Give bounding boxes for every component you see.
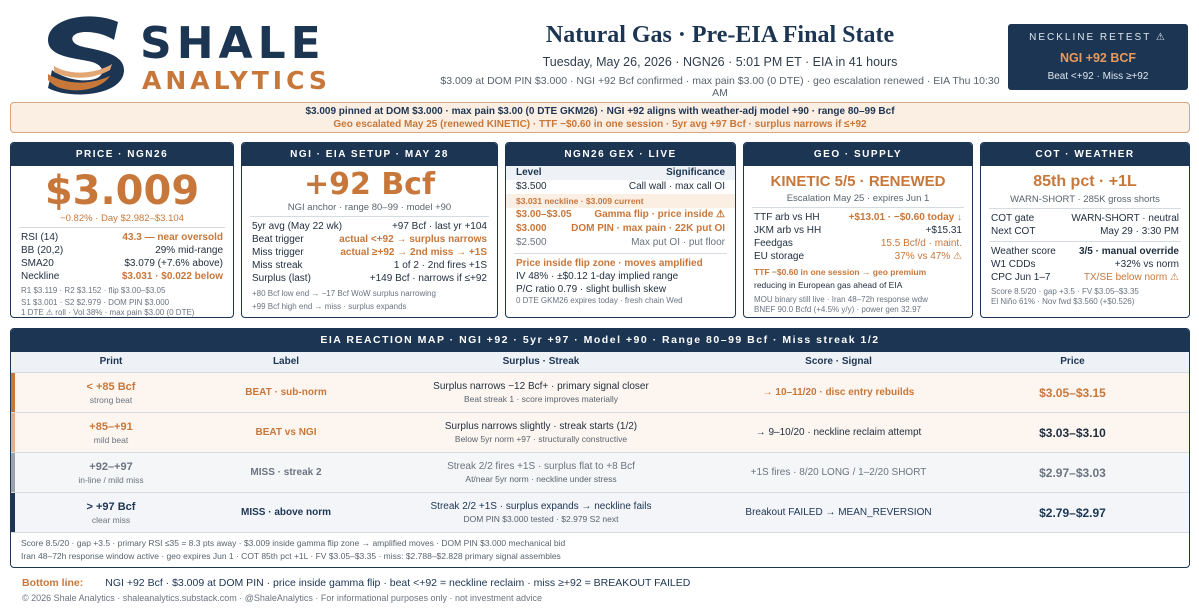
price-card-header: PRICE · NGN26	[11, 143, 233, 166]
price-cell: $3.05–$3.15	[1039, 385, 1106, 400]
reaction-notes	[11, 532, 1189, 563]
gex-pc-text: P/C ratio 0.79 · slight bullish skew	[516, 284, 667, 295]
gex-significance: Max put OI · put floor	[631, 237, 725, 248]
row-label: CPC Jun 1–7	[991, 272, 1051, 283]
ngi-row	[242, 259, 497, 272]
ngi-card	[241, 142, 498, 318]
surplus-text: Streak 2/2 fires +1S · surplus flat to +8 Bcf	[447, 461, 635, 472]
table-row	[11, 412, 1189, 452]
gex-iv	[506, 270, 735, 283]
divider	[989, 208, 1181, 209]
cot-value: 85th pct · +1L	[1033, 173, 1137, 190]
neckline-retest-box	[1008, 24, 1188, 90]
geo-alert-text: TTF −$0.60 in one session → geo premium	[754, 267, 927, 277]
logo-word-analytics: ANALYTICS	[142, 66, 331, 95]
ngi-row	[242, 220, 497, 233]
label-cell: MISS · above norm	[240, 507, 331, 518]
row-value: +$13.01 · −$0.60 today ↓	[848, 212, 962, 223]
geo-alert	[744, 266, 972, 279]
divider	[19, 227, 225, 228]
print-value: +85–+91	[89, 420, 133, 433]
surplus-cell	[361, 421, 721, 444]
gex-card-header: NGN26 GEX · LIVE	[506, 143, 735, 166]
surplus-sub: Below 5yr norm +97 · structurally constructive	[454, 434, 628, 444]
row-value: +97 Bcf · last yr +104	[391, 221, 487, 232]
row-label: Surplus (last)	[252, 273, 311, 284]
row-label: SMA20	[21, 258, 54, 269]
price-cell: $2.97–$3.03	[1039, 465, 1106, 480]
surplus-cell	[361, 501, 721, 524]
gex-alert-text: Price inside flip zone · moves amplified	[516, 258, 703, 269]
label-cell: BEAT · sub-norm	[245, 387, 327, 398]
ngi-sub: NGI anchor · range 80–99 · model +90	[287, 202, 452, 213]
row-value: 37% vs 47% ⚠	[894, 251, 962, 262]
logo-s-mark-icon	[40, 14, 132, 96]
row-value: actual <+92 → surplus narrows	[339, 234, 487, 245]
gex-card	[505, 142, 736, 318]
row-marker	[11, 373, 15, 412]
gex-row-current	[506, 194, 735, 208]
price-row	[11, 244, 233, 257]
geo-footer-1: MOU binary still live · Iran 48–72h response wdw	[754, 295, 928, 304]
surplus-sub: DOM PIN $3.000 tested · $2.979 S2 next	[463, 514, 619, 524]
current-price: $3.009	[44, 168, 200, 214]
surplus-sub: Beat streak 1 · score improves materially	[464, 394, 618, 404]
row-value: 15.5 Bcf/d · maint.	[880, 238, 962, 249]
col-print: Print	[99, 356, 123, 367]
gex-significance: Call wall · max call OI	[628, 181, 725, 192]
ngi-row	[242, 233, 497, 246]
price-row	[11, 231, 233, 244]
row-marker	[11, 493, 15, 532]
shale-analytics-logo	[40, 14, 350, 96]
surplus-cell	[361, 381, 721, 404]
row-value: 1 of 2 · 2nd fires +1S	[393, 260, 487, 271]
page-subtitle: Tuesday, May 26, 2026 · NGN26 · 5:01 PM ET · EIA in 41 hours	[542, 55, 898, 69]
row-value: 43.3 — near oversold	[122, 232, 223, 243]
gex-row	[506, 180, 735, 194]
geo-card	[743, 142, 973, 318]
geo-footer-2: BNEF 90.0 Bcfd (+4.5% y/y) · power gen 32.97	[754, 305, 921, 314]
row-value: $3.079 (+7.6% above)	[124, 258, 223, 269]
print-sub: in-line / mild miss	[78, 474, 144, 485]
reaction-table-header	[11, 352, 1189, 372]
cot-footer-1: Score 8.5/20 · gap +3.5 · FV $3.05–$3.35	[991, 287, 1139, 296]
row-value: 29% mid-range	[155, 245, 223, 256]
price-card	[10, 142, 234, 318]
title-block	[440, 22, 1000, 99]
row-value: actual ≥+92 → 2nd miss → +1S	[340, 247, 487, 258]
divider	[250, 216, 489, 217]
row-label: Next COT	[991, 226, 1036, 237]
gex-level: $3.00–$3.05	[516, 209, 572, 220]
cot-row	[981, 271, 1189, 284]
gex-row	[506, 222, 735, 236]
price-row	[11, 257, 233, 270]
col-label: Label	[272, 356, 300, 367]
ngi-row	[242, 246, 497, 259]
surplus-text: Surplus narrows −12 Bcf+ · primary signal closer	[433, 381, 649, 392]
label-cell: BEAT vs NGI	[255, 427, 317, 438]
eia-reaction-map	[10, 328, 1190, 568]
reaction-note-2: Iran 48–72h response window active · geo expires Jun 1 · COT 85th pct +1L · FV $3.05–$3.35 · miss: $2.788–$2.828 primary signal assembles	[21, 551, 561, 561]
geo-row	[744, 224, 972, 237]
cot-row	[981, 245, 1189, 258]
col-surplus: Surplus · Streak	[502, 356, 580, 367]
gex-row	[506, 236, 735, 250]
divider	[989, 241, 1181, 242]
gex-iv-text: IV 48% · ±$0.12 1-day implied range	[516, 271, 679, 282]
price-cell: $3.03–$3.10	[1039, 425, 1106, 440]
print-sub: strong beat	[89, 394, 133, 405]
table-row	[11, 372, 1189, 412]
row-label: Miss trigger	[252, 247, 304, 258]
print-value: +92–+97	[89, 460, 133, 473]
banner-line-2: Geo escalated May 25 (renewed KINETIC) · TTF −$0.60 in one session · 5yr avg +97 Bcf · surplus narrows if ≤+92	[333, 119, 867, 130]
gex-footer: 0 DTE GKM26 expires today · fresh chain Wed	[516, 296, 683, 305]
geo-row	[744, 211, 972, 224]
gex-significance: Gamma flip · price inside ⚠	[594, 209, 725, 220]
print-cell	[11, 501, 211, 525]
banner-line-1: $3.009 pinned at DOM $3.000 · max pain $3.00 (0 DTE GKM26) · NGI +92 aligns with weather-adj model +90 · range 80–99 Bcf	[305, 106, 895, 117]
row-label: TTF arb vs HH	[754, 212, 820, 223]
ngi-card-header: NGI · EIA SETUP · MAY 28	[242, 143, 497, 166]
price-cell: $2.79–$2.97	[1039, 505, 1106, 520]
signal-cell: Breakout FAILED → MEAN_REVERSION	[745, 507, 932, 518]
row-value: May 29 · 3:30 PM	[1100, 226, 1179, 237]
row-marker	[11, 453, 15, 492]
row-label: Weather score	[991, 246, 1056, 257]
geo-row	[744, 237, 972, 250]
divider	[514, 253, 727, 254]
bottom-line-label: Bottom line:	[22, 577, 84, 589]
gex-alert	[506, 257, 735, 270]
retest-value: NGI +92 BCF	[1059, 51, 1137, 65]
geo-status: KINETIC 5/5 · RENEWED	[770, 173, 946, 190]
price-footer: 1 DTE ⚠ roll · Vol 38% · max pain $3.00 (0 DTE)	[21, 308, 195, 317]
summary-banner	[10, 102, 1190, 133]
surplus-sub: At/near 5yr norm · neckline under stress	[465, 474, 617, 484]
print-sub: clear miss	[91, 514, 131, 525]
print-value: > +97 Bcf	[86, 500, 136, 513]
row-label: Feedgas	[754, 238, 793, 249]
surplus-cell	[361, 461, 721, 484]
retest-title: NECKLINE RETEST ⚠	[1029, 32, 1167, 43]
row-label: BB (20,2)	[21, 245, 64, 256]
row-value: 3/5 · manual override	[1078, 246, 1179, 257]
cot-card-header: COT · WEATHER	[981, 143, 1189, 166]
cot-footer-2: El Niño 61% · Nov fwd $3.560 (+$0.526)	[991, 297, 1135, 306]
row-label: Miss streak	[252, 260, 303, 271]
cot-card	[980, 142, 1190, 318]
cot-row	[981, 225, 1189, 238]
row-label: RSI (14)	[21, 232, 59, 243]
page-title: Natural Gas · Pre-EIA Final State	[545, 22, 895, 48]
price-change: −0.82% · Day $2.982–$3.104	[60, 213, 184, 224]
row-value: $3.031 · $0.022 below	[121, 271, 223, 282]
logo-word-shale: SHALE	[140, 18, 326, 69]
row-label: EU storage	[754, 251, 805, 262]
row-value: +149 Bcf · narrows if ≤+92	[369, 273, 487, 284]
table-row	[11, 452, 1189, 492]
table-row	[11, 492, 1189, 532]
row-label: Beat trigger	[252, 234, 304, 245]
row-label: W1 CDDs	[991, 259, 1036, 270]
reaction-map-header: EIA REACTION MAP · NGI +92 · 5yr +97 · Model +90 · Range 80–99 Bcf · Miss streak 1/2	[11, 329, 1189, 352]
ngi-row	[242, 272, 497, 285]
row-label: 5yr avg (May 22 wk)	[252, 221, 343, 232]
geo-note-text: reducing in European gas ahead of EIA	[754, 280, 903, 290]
ngi-value: +92 Bcf	[303, 167, 436, 202]
bottom-line	[22, 577, 690, 589]
gex-level: $3.031 neckline · $3.009 current	[516, 196, 644, 206]
row-marker	[11, 413, 15, 452]
cot-row	[981, 258, 1189, 271]
retest-note: Beat <+92 · Miss ≥+92	[1047, 71, 1149, 82]
gex-level: $3.000	[516, 223, 547, 234]
col-significance: Significance	[666, 167, 725, 178]
signal-cell: → 9–10/20 · neckline reclaim attempt	[755, 427, 922, 438]
row-value: TX/SE below norm ⚠	[1083, 272, 1179, 283]
gex-level: $3.500	[516, 181, 547, 192]
reaction-note-1: Score 8.5/20 · gap +3.5 · primary RSI ≤35 = 8.3 pts away · $3.009 inside gamma flip zone → amplified moves · DOM PIN $3.000 mechanical bid	[21, 538, 566, 548]
gex-row	[506, 208, 735, 222]
print-sub: mild beat	[93, 434, 129, 445]
col-price: Price	[1060, 356, 1085, 367]
geo-note	[744, 279, 972, 292]
gex-significance: DOM PIN · max pain · 22K put OI	[571, 223, 725, 234]
row-label: JKM arb vs HH	[754, 225, 822, 236]
cot-sub: WARN-SHORT · 285K gross shorts	[1010, 194, 1160, 205]
geo-sub: Escalation May 25 · expires Jun 1	[786, 193, 930, 204]
row-value: +32% vs norm	[1114, 259, 1179, 270]
row-label: COT gate	[991, 213, 1035, 224]
levels-support: S1 $3.001 · S2 $2.979 · DOM PIN $3.000	[21, 298, 170, 307]
bottom-line-text: NGI +92 Bcf · $3.009 at DOM PIN · price inside gamma flip · beat <+92 = neckline reclaim · miss ≥+92 = BREAKOUT FAILED	[105, 577, 691, 589]
print-cell	[11, 461, 211, 485]
cot-row	[981, 212, 1189, 225]
page-summary: $3.009 at DOM PIN $3.000 · NGI +92 Bcf confirmed · max pain $3.00 (0 DTE) · geo escalation renewed · EIA Thu 10:30 AM	[440, 75, 1000, 99]
print-cell	[11, 421, 211, 445]
geo-row	[744, 250, 972, 263]
geo-card-header: GEO · SUPPLY	[744, 143, 972, 166]
gex-pc	[506, 283, 735, 296]
label-cell: MISS · streak 2	[250, 467, 322, 478]
col-level: Level	[516, 167, 542, 178]
surplus-text: Surplus narrows slightly · streak starts (1/2)	[444, 421, 638, 432]
divider	[752, 207, 964, 208]
ngi-note-2: +99 Bcf high end → miss · surplus expands	[252, 302, 407, 311]
price-row	[11, 270, 233, 283]
print-value: < +85 Bcf	[86, 380, 136, 393]
signal-cell: +1S fires · 8/20 LONG / 1–2/20 SHORT	[750, 467, 927, 478]
row-value: +$15.31	[925, 225, 962, 236]
gex-level: $2.500	[516, 237, 547, 248]
signal-cell: → 10–11/20 · disc entry rebuilds	[762, 387, 915, 398]
levels-resistance: R1 $3.119 · R2 $3.152 · flip $3.00–$3.05	[21, 286, 166, 295]
row-label: Neckline	[21, 271, 60, 282]
gex-table-header	[506, 166, 735, 180]
print-cell	[11, 381, 211, 405]
surplus-text: Streak 2/2 +1S · surplus expands → neckline fails	[430, 501, 652, 512]
ngi-note-1: +80 Bcf low end → −17 Bcf WoW surplus narrowing	[252, 289, 436, 298]
copyright-footer: © 2026 Shale Analytics · shaleanalytics.substack.com · @ShaleAnalytics · For informational purposes only · not investment advice	[22, 593, 543, 603]
col-signal: Score · Signal	[805, 356, 872, 367]
row-value: WARN-SHORT · neutral	[1071, 213, 1179, 224]
